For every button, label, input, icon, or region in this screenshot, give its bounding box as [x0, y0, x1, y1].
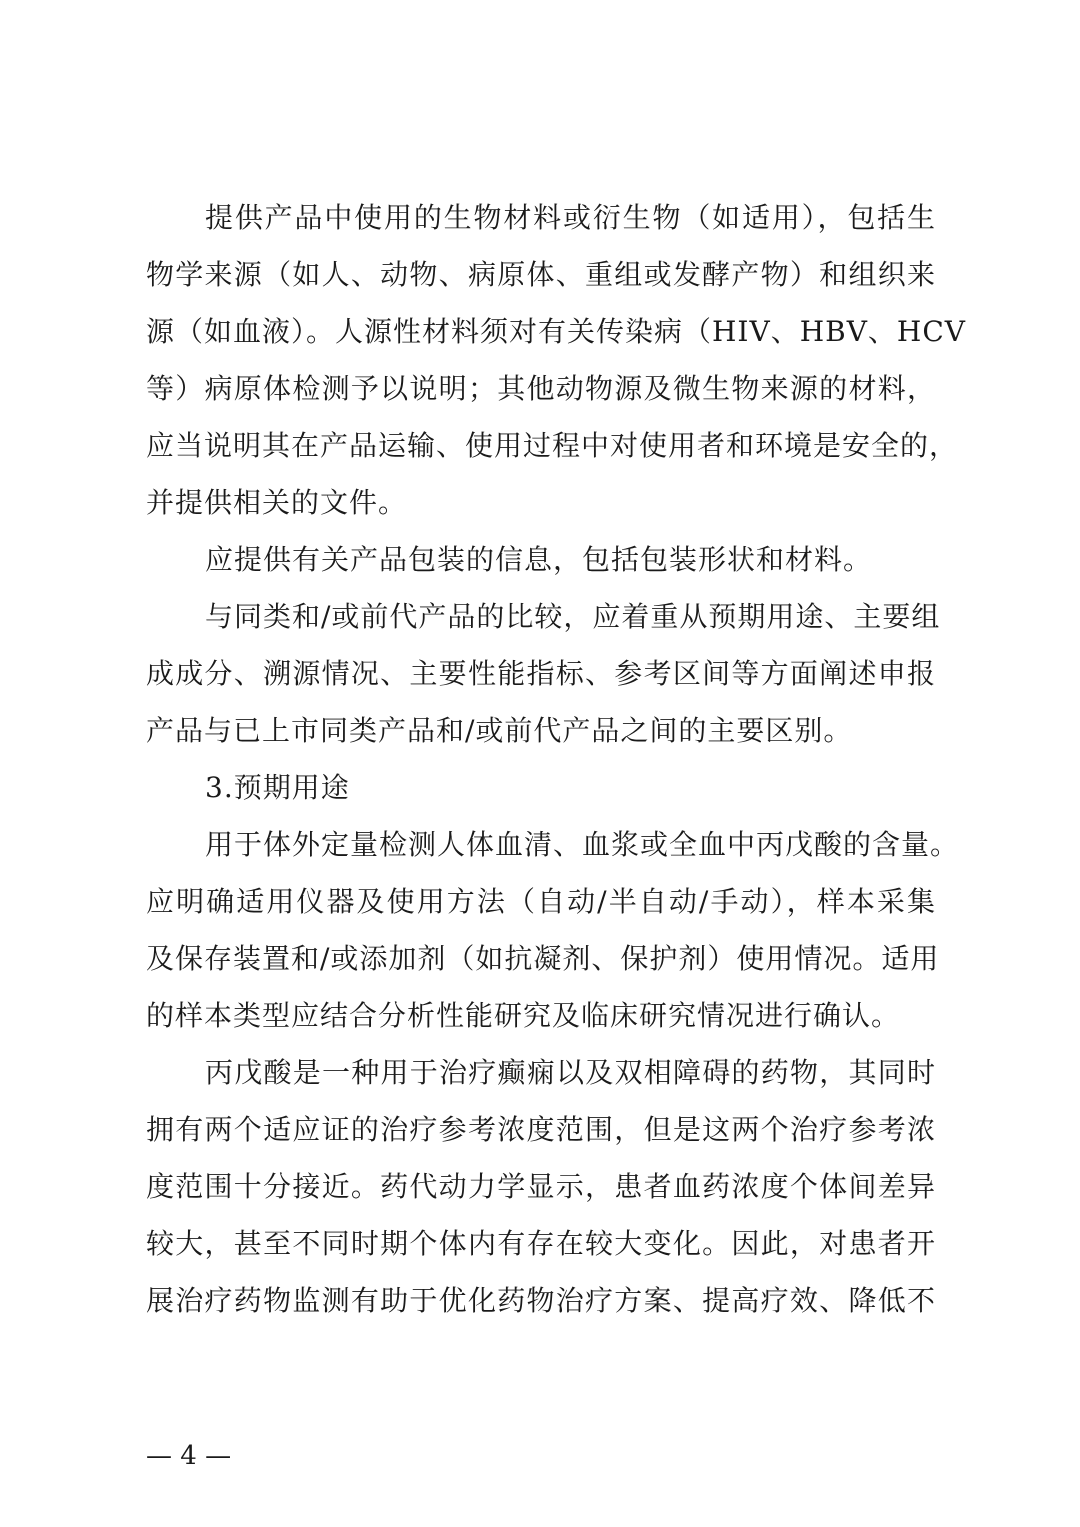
paragraph-1-line-6: 并提供相关的文件。 [146, 486, 408, 519]
paragraph-6-line-3: 度范围十分接近。药代动力学显示，患者血药浓度个体间差异 [146, 1170, 936, 1203]
paragraph-1-line-2: 物学来源（如人、动物、病原体、重组或发酵产物）和组织来 [146, 258, 936, 291]
paragraph-6-line-1: 丙戊酸是一种用于治疗癫痫以及双相障碍的药物，其同时 [205, 1056, 936, 1089]
paragraph-5-line-4: 的样本类型应结合分析性能研究及临床研究情况进行确认。 [146, 999, 901, 1032]
paragraph-6-line-5: 展治疗药物监测有助于优化药物治疗方案、提高疗效、降低不 [146, 1284, 936, 1317]
paragraph-3-line-2: 成成分、溯源情况、主要性能指标、参考区间等方面阐述申报 [146, 657, 936, 690]
paragraph-2-line-1: 应提供有关产品包装的信息，包括包装形状和材料。 [205, 543, 873, 576]
paragraph-1-line-3: 源（如血液）。人源性材料须对有关传染病（HIV、HBV、HCV [146, 315, 966, 348]
paragraph-1-line-5: 应当说明其在产品运输、使用过程中对使用者和环境是安全的， [146, 429, 959, 462]
paragraph-3-line-3: 产品与已上市同类产品和/或前代产品之间的主要区别。 [146, 714, 853, 747]
page-number: — 4 — [146, 1441, 232, 1471]
section-heading-intended-use: 3.预期用途 [205, 771, 350, 804]
paragraph-5-line-1: 用于体外定量检测人体血清、血浆或全血中丙戊酸的含量。 [205, 828, 960, 861]
paragraph-3-line-1: 与同类和/或前代产品的比较，应着重从预期用途、主要组 [205, 600, 941, 633]
paragraph-1-line-4: 等）病原体检测予以说明；其他动物源及微生物来源的材料， [146, 372, 936, 405]
paragraph-1-line-1: 提供产品中使用的生物材料或衍生物（如适用），包括生 [205, 201, 936, 234]
paragraph-5-line-3: 及保存装置和/或添加剂（如抗凝剂、保护剂）使用情况。适用 [146, 942, 940, 975]
paragraph-6-line-4: 较大，甚至不同时期个体内有存在较大变化。因此，对患者开 [146, 1227, 936, 1260]
paragraph-5-line-2: 应明确适用仪器及使用方法（自动/半自动/手动），样本采集 [146, 885, 936, 918]
paragraph-6-line-2: 拥有两个适应证的治疗参考浓度范围，但是这两个治疗参考浓 [146, 1113, 936, 1146]
